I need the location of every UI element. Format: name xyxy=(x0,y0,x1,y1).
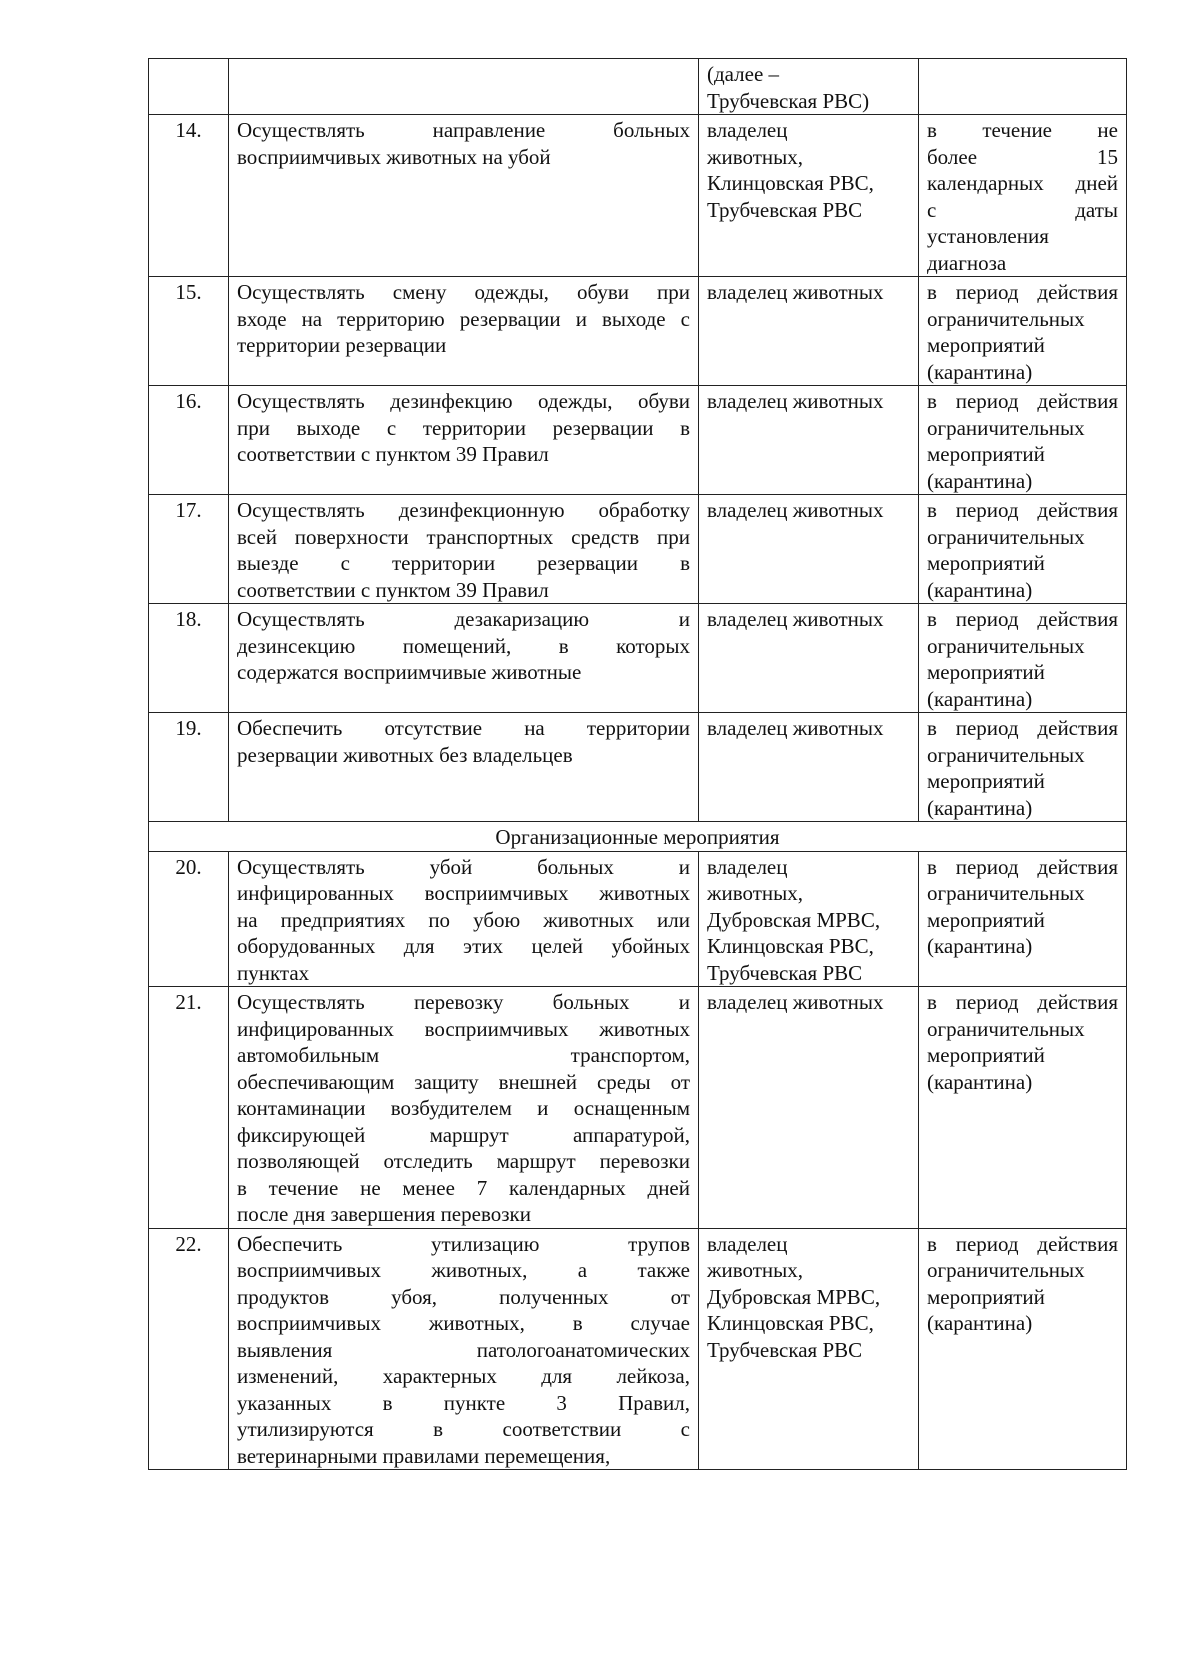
responsible-cell xyxy=(699,1228,919,1470)
table-row xyxy=(149,386,1127,495)
text-line: более 15 xyxy=(927,144,1118,169)
text-line: Осуществлять перевозку больных и xyxy=(237,990,690,1014)
responsible-cell xyxy=(699,987,919,1229)
text-line: владелец животных xyxy=(707,498,884,522)
text-line: резервации животных без владельцев xyxy=(237,742,573,767)
text-line: автомобильным транспортом, xyxy=(237,1043,690,1067)
table-row xyxy=(149,59,1127,115)
text-line: соответствии с пунктом 39 Правил xyxy=(237,442,549,466)
term-cell xyxy=(919,495,1127,604)
term-cell xyxy=(919,713,1127,822)
text-line: Осуществлять направление больных xyxy=(237,118,690,142)
text-line: ограничительных xyxy=(927,524,1085,549)
text-line: владелец xyxy=(707,1231,788,1256)
measure-text-cell xyxy=(229,987,699,1229)
text-line: выезде с территории резервации в xyxy=(237,551,690,575)
term-cell xyxy=(919,277,1127,386)
measures-table xyxy=(148,58,1127,1470)
row-number-cell xyxy=(149,59,229,115)
text-line: ограничительных xyxy=(927,1258,1085,1282)
text-line: в течение не менее 7 календарных дней xyxy=(237,1175,690,1200)
section-row xyxy=(149,822,1127,852)
text-line: при выходе с территории резервации в xyxy=(237,415,690,440)
text-line: Осуществлять дезинфекцию одежды, обуви xyxy=(237,389,690,413)
measure-text-cell xyxy=(229,277,699,386)
text-line: ограничительных xyxy=(927,306,1085,331)
table-row xyxy=(149,987,1127,1229)
term-cell xyxy=(919,1228,1127,1470)
term-cell xyxy=(919,115,1127,277)
term-cell xyxy=(919,851,1127,987)
text-line: пунктах xyxy=(237,960,310,985)
text-line: животных, xyxy=(707,1258,804,1282)
table-row xyxy=(149,851,1127,987)
text-line: оборудованных для этих целей убойных xyxy=(237,934,690,958)
text-line: после дня завершения перевозки xyxy=(237,1202,531,1226)
text-line: ограничительных xyxy=(927,633,1085,658)
responsible-cell xyxy=(699,851,919,987)
row-number-cell: 17. xyxy=(149,495,229,604)
text-line: восприимчивых животных, в случае xyxy=(237,1311,690,1335)
text-line: обеспечивающим защиту внешней среды от xyxy=(237,1069,690,1094)
text-line: Трубчевская РВС xyxy=(707,960,863,985)
text-line: мероприятий xyxy=(927,1284,1045,1309)
text-line: мероприятий xyxy=(927,907,1045,932)
text-line: Обеспечить отсутствие на территории xyxy=(237,716,690,740)
text-line: (карантина) xyxy=(927,359,1033,384)
text-line: мероприятий xyxy=(927,660,1045,684)
responsible-cell xyxy=(699,713,919,822)
text-line: в период действия xyxy=(927,1231,1118,1256)
responsible-cell xyxy=(699,495,919,604)
text-line: территории резервации xyxy=(237,333,447,357)
text-line: (далее – xyxy=(707,62,780,86)
text-line: (карантина) xyxy=(927,686,1033,711)
row-number-cell: 22. xyxy=(149,1228,229,1470)
text-line: в период действия xyxy=(927,990,1118,1014)
text-line: мероприятий xyxy=(927,551,1045,575)
responsible-cell xyxy=(699,277,919,386)
text-line: ограничительных xyxy=(927,415,1085,440)
text-line: животных, xyxy=(707,881,804,905)
table-row xyxy=(149,277,1127,386)
text-line: ветеринарными правилами перемещения, xyxy=(237,1443,611,1468)
text-line: владелец животных xyxy=(707,389,884,413)
text-line: в период действия xyxy=(927,280,1118,304)
text-line: ограничительных xyxy=(927,881,1085,905)
text-line: входе на территорию резервации и выходе с xyxy=(237,306,690,331)
text-line: в период действия xyxy=(927,607,1118,631)
text-line: Дубровская МРВС, xyxy=(707,1284,881,1309)
text-line: владелец животных xyxy=(707,990,884,1014)
text-line: инфицированных восприимчивых животных xyxy=(237,881,690,905)
text-line: (карантина) xyxy=(927,468,1033,493)
text-line: в период действия xyxy=(927,716,1118,740)
text-line: Осуществлять смену одежды, обуви при xyxy=(237,280,690,304)
text-line: владелец xyxy=(707,118,788,142)
term-cell xyxy=(919,987,1127,1229)
term-cell xyxy=(919,604,1127,713)
table-row xyxy=(149,604,1127,713)
text-line: Клинцовская РВС, xyxy=(707,171,874,195)
text-line: животных, xyxy=(707,144,804,169)
text-line: инфицированных восприимчивых животных xyxy=(237,1016,690,1041)
section-heading: Организационные мероприятия xyxy=(149,822,1127,852)
measure-text-cell xyxy=(229,115,699,277)
text-line: изменений, характерных для лейкоза, xyxy=(237,1364,690,1388)
text-line: Клинцовская РВС, xyxy=(707,1311,874,1335)
text-line: Дубровская МРВС, xyxy=(707,907,881,932)
text-line: Осуществлять дезакаризацию и xyxy=(237,607,690,631)
measure-text-cell xyxy=(229,495,699,604)
text-line: в период действия xyxy=(927,854,1118,879)
measure-text-cell xyxy=(229,713,699,822)
measure-text-cell xyxy=(229,851,699,987)
text-line: мероприятий xyxy=(927,442,1045,466)
measure-text-cell xyxy=(229,59,699,115)
text-line: дезинсекцию помещений, в которых xyxy=(237,633,690,658)
row-number-cell: 15. xyxy=(149,277,229,386)
text-line: утилизируются в соответствии с xyxy=(237,1417,690,1441)
text-line: диагноза xyxy=(927,250,1007,275)
term-cell xyxy=(919,386,1127,495)
table-row xyxy=(149,1228,1127,1470)
row-number-cell: 19. xyxy=(149,713,229,822)
text-line: мероприятий xyxy=(927,769,1045,793)
responsible-cell xyxy=(699,386,919,495)
text-line: (карантина) xyxy=(927,795,1033,820)
text-line: владелец животных xyxy=(707,607,884,631)
text-line: ограничительных xyxy=(927,742,1085,767)
row-number-cell: 18. xyxy=(149,604,229,713)
measure-text-cell xyxy=(229,604,699,713)
text-line: в период действия xyxy=(927,389,1118,413)
text-line: владелец животных xyxy=(707,280,884,304)
text-line: в период действия xyxy=(927,498,1118,522)
text-line: Трубчевская РВС xyxy=(707,1337,863,1362)
text-line: Клинцовская РВС, xyxy=(707,934,874,958)
text-line: продуктов убоя, полученных от xyxy=(237,1284,690,1309)
term-cell xyxy=(919,59,1127,115)
measure-text-cell xyxy=(229,386,699,495)
table-row xyxy=(149,495,1127,604)
table-body xyxy=(149,59,1127,1470)
text-line: (карантина) xyxy=(927,934,1033,958)
text-line: позволяющей отследить маршрут перевозки xyxy=(237,1149,690,1173)
text-line: Осуществлять дезинфекционную обработку xyxy=(237,498,690,522)
text-line: (карантина) xyxy=(927,1069,1033,1094)
text-line: владелец xyxy=(707,854,788,879)
text-line: контаминации возбудителем и оснащенным xyxy=(237,1096,690,1120)
text-line: в течение не xyxy=(927,118,1118,142)
table-row xyxy=(149,115,1127,277)
text-line: ограничительных xyxy=(927,1016,1085,1041)
row-number-cell: 16. xyxy=(149,386,229,495)
text-line: владелец животных xyxy=(707,716,884,740)
responsible-cell xyxy=(699,59,919,115)
row-number-cell: 20. xyxy=(149,851,229,987)
text-line: мероприятий xyxy=(927,333,1045,357)
text-line: фиксирующей маршрут аппаратурой, xyxy=(237,1122,690,1147)
text-line: установления xyxy=(927,224,1049,248)
text-line: календарных дней xyxy=(927,171,1118,195)
responsible-cell xyxy=(699,115,919,277)
text-line: всей поверхности транспортных средств при xyxy=(237,524,690,549)
row-number-cell: 21. xyxy=(149,987,229,1229)
text-line: (карантина) xyxy=(927,577,1033,602)
text-line: указанных в пункте 3 Правил, xyxy=(237,1390,690,1415)
text-line: соответствии с пунктом 39 Правил xyxy=(237,577,549,602)
text-line: Обеспечить утилизацию трупов xyxy=(237,1231,690,1256)
text-line: Осуществлять убой больных и xyxy=(237,854,690,879)
text-line: Трубчевская РВС xyxy=(707,197,863,222)
responsible-cell xyxy=(699,604,919,713)
text-line: выявления патологоанатомических xyxy=(237,1337,690,1362)
text-line: (карантина) xyxy=(927,1311,1033,1335)
text-line: с даты xyxy=(927,197,1118,222)
table-row xyxy=(149,713,1127,822)
text-line: восприимчивых животных на убой xyxy=(237,144,551,169)
measure-text-cell xyxy=(229,1228,699,1470)
text-line: восприимчивых животных, а также xyxy=(237,1258,690,1282)
row-number-cell: 14. xyxy=(149,115,229,277)
text-line: мероприятий xyxy=(927,1043,1045,1067)
text-line: на предприятиях по убою животных или xyxy=(237,907,690,932)
text-line: Трубчевская РВС) xyxy=(707,88,870,113)
text-line: содержатся восприимчивые животные xyxy=(237,660,582,684)
